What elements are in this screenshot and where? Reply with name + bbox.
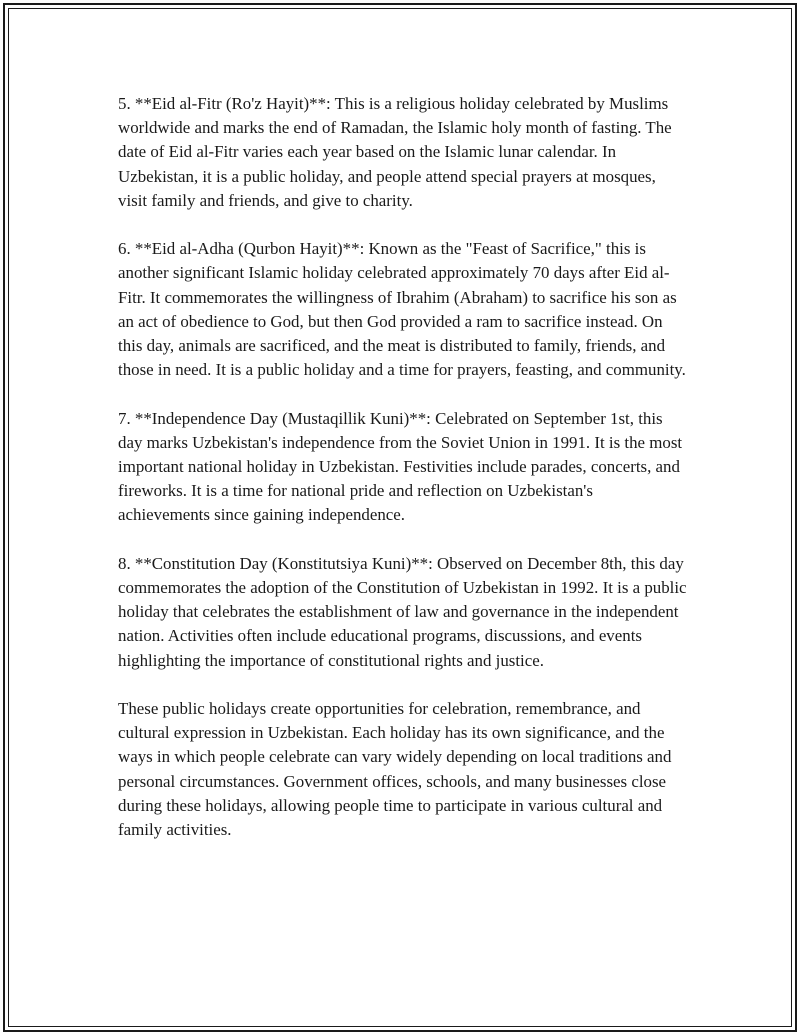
document-body — [118, 92, 688, 866]
paragraph-eid-al-adha: 6. **Eid al-Adha (Qurbon Hayit)**: Known as the "Feast of Sacrifice," this is another significant Islamic holiday celebrated approximately 70 days after Eid al-Fitr. It commemorates the willingness of Ibrahim (Abraham) to sacrifice his son as an act of obedience to God, but then God provided a ram to sacrifice instead. On this day, animals are sacrificed, and the meat is distributed to family, friends, and those in need. It is a public holiday and a time for prayers, feasting, and community. — [118, 239, 686, 380]
paragraph-independence-day: 7. **Independence Day (Mustaqillik Kuni)**: Celebrated on September 1st, this day marks Uzbekistan's independence from the Soviet Union in 1991. It is the most important national holiday in Uzbekistan. Festivities include parades, concerts, and fireworks. It is a time for national pride and reflection on Uzbekistan's achievements since gaining independence. — [118, 408, 683, 525]
paragraph-eid-al-fitr: 5. **Eid al-Fitr (Ro'z Hayit)**: This is a religious holiday celebrated by Muslims worldwide and marks the end of Ramadan, the Islamic holy month of fasting. The date of Eid al-Fitr varies each year based on the Islamic lunar calendar. In Uzbekistan, it is a public holiday, and people attend special prayers at mosques, visit family and friends, and give to charity. — [118, 94, 672, 210]
paragraph-conclusion: These public holidays create opportunities for celebration, remembrance, and cultural expression in Uzbekistan. Each holiday has its own significance, and the ways in which people celebrate can vary widely depending on local traditions and personal circumstances. Government offices, schools, and many businesses close during these holidays, allowing people time to participate in various cultural and family activities. — [118, 699, 672, 840]
paragraph-constitution-day: 8. **Constitution Day (Konstitutsiya Kuni)**: Observed on December 8th, this day commemorates the adoption of the Constitution of Uzbekistan in 1992. It is a public holiday that celebrates the establishment of law and governance in the independent nation. Activities often include educational programs, discussions, and events highlighting the importance of constitutional rights and justice. — [118, 553, 687, 670]
